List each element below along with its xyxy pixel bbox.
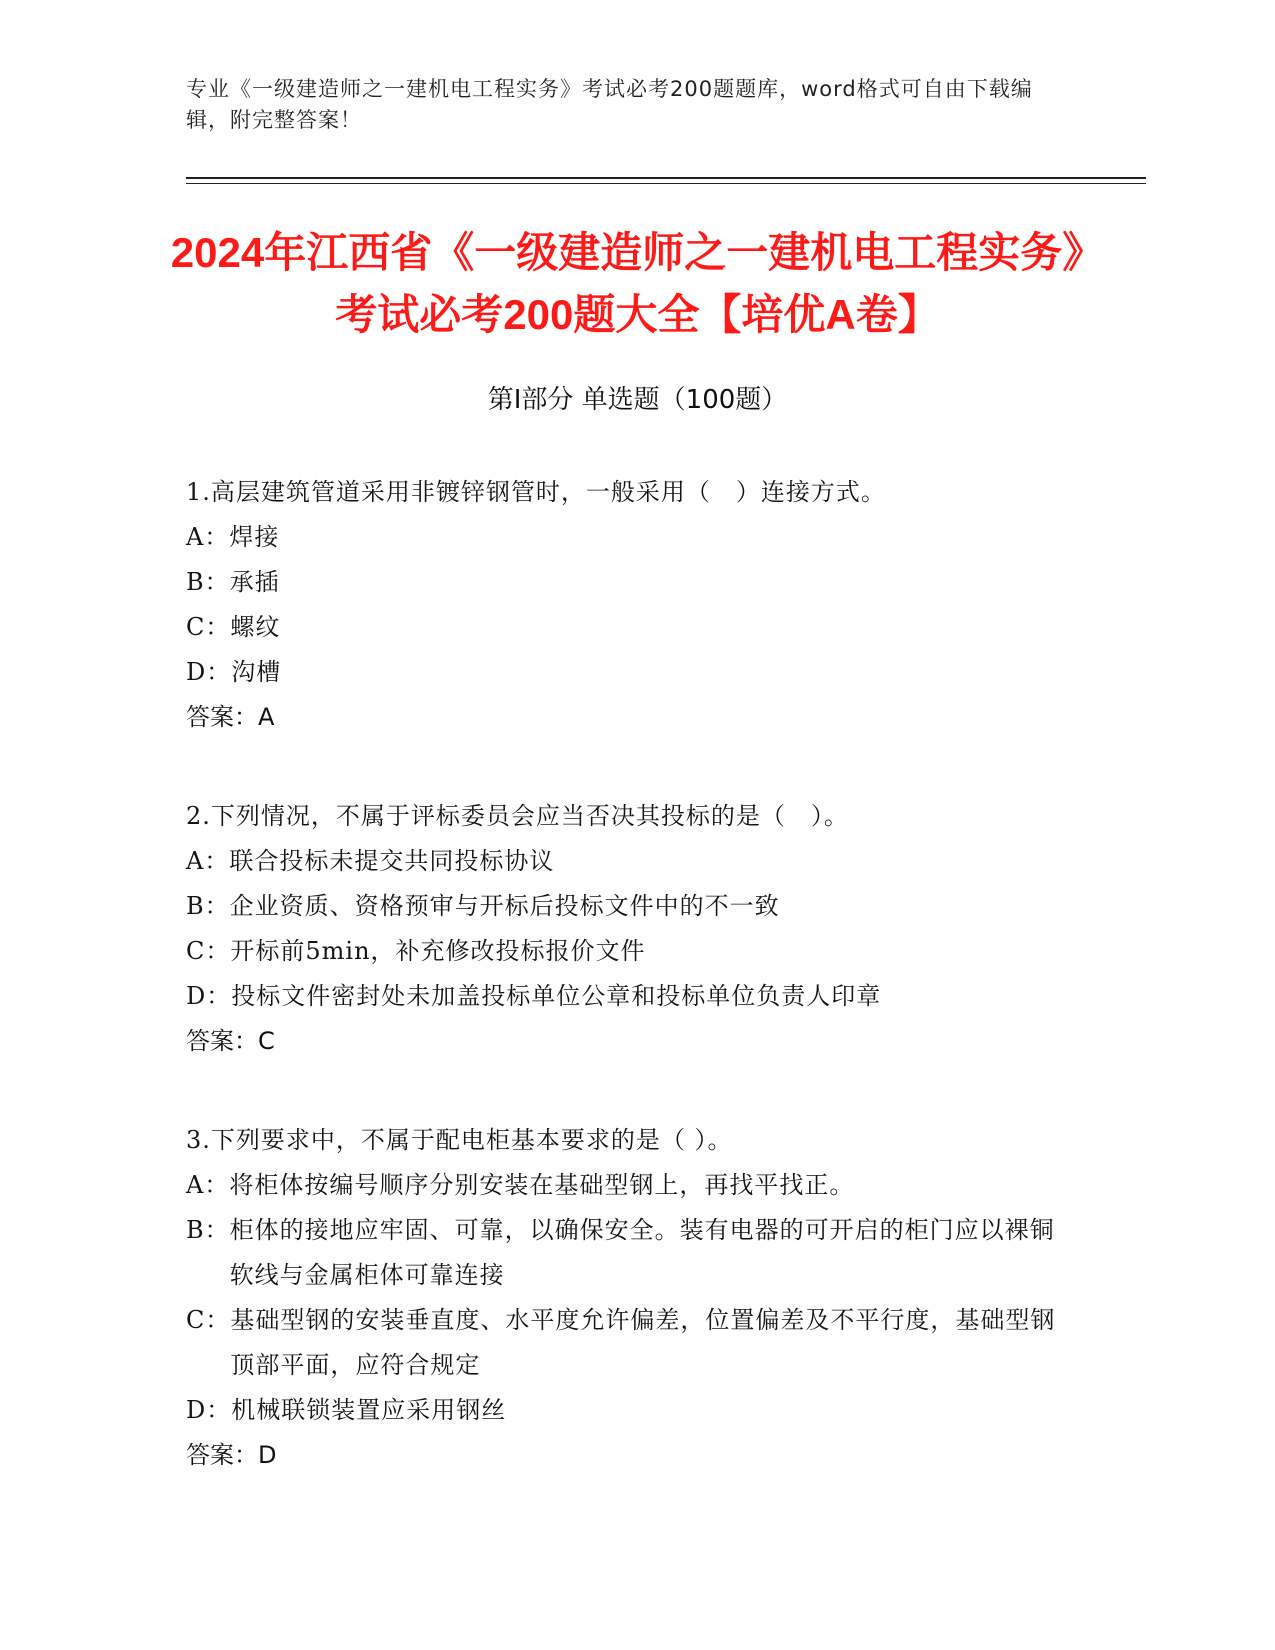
question-stem: 2.下列情况，不属于评标委员会应当否决其投标的是（ ）。: [186, 802, 849, 830]
question-2: [186, 794, 1066, 1064]
question-stem: 3.下列要求中，不属于配电柜基本要求的是（ ）。: [186, 1126, 733, 1154]
question-3: [186, 1118, 1066, 1478]
option-text: 螺纹: [230, 613, 281, 641]
option-b: [186, 884, 1066, 929]
option-key: B：: [186, 568, 230, 596]
option-key: D：: [186, 658, 232, 686]
option-key: D：: [186, 982, 232, 1010]
option-text: 焊接: [229, 523, 280, 551]
header-divider-thin: [186, 183, 1146, 184]
option-key: D：: [186, 1396, 232, 1424]
option-key: A：: [186, 1171, 230, 1199]
option-key: B：: [186, 892, 230, 920]
option-text: 企业资质、资格预审与开标后投标文件中的不一致: [229, 892, 780, 920]
option-text: 投标文件密封处未加盖投标单位公章和投标单位负责人印章: [231, 982, 882, 1010]
option-text: 联合投标未提交共同投标协议: [229, 847, 555, 875]
answer-line: 答案：C: [186, 1027, 275, 1055]
option-key: C：: [186, 613, 231, 641]
option-d: [186, 650, 1066, 695]
option-text: 基础型钢的安装垂直度、水平度允许偏差，位置偏差及不平行度，基础型钢顶部平面，应符合规定: [230, 1306, 1056, 1379]
option-a: [186, 839, 1066, 884]
option-key: A：: [186, 523, 230, 551]
option-c: [186, 929, 1066, 974]
header-divider-thick: [186, 177, 1146, 179]
answer-line: 答案：A: [186, 703, 275, 731]
option-c: [186, 605, 1066, 650]
option-key: C：: [186, 937, 231, 965]
question-list: [186, 470, 1066, 1532]
option-d: [186, 1388, 1066, 1433]
section-heading: 第I部分 单选题（100题）: [487, 385, 788, 415]
option-key: B：: [186, 1216, 230, 1244]
question-stem: 1.高层建筑管道采用非镀锌钢管时，一般采用（ ）连接方式。: [186, 478, 886, 506]
option-text: 机械联锁装置应采用钢丝: [231, 1396, 507, 1424]
option-b: [186, 1208, 1066, 1298]
option-d: [186, 974, 1066, 1019]
option-text: 沟槽: [231, 658, 282, 686]
option-text: 开标前5min，补充修改投标报价文件: [230, 937, 646, 965]
option-key: C：: [186, 1306, 231, 1334]
option-key: A：: [186, 847, 230, 875]
option-c: [186, 1298, 1066, 1388]
header-note: 专业《一级建造师之一建机电工程实务》考试必考200题题库，word格式可自由下载编辑，附完整答案！: [186, 77, 1033, 132]
option-text: 将柜体按编号顺序分别安装在基础型钢上，再找平找正。: [229, 1171, 855, 1199]
question-1: [186, 470, 1066, 740]
option-text: 柜体的接地应牢固、可靠，以确保安全。装有电器的可开启的柜门应以裸铜软线与金属柜体可靠连接: [229, 1216, 1055, 1289]
option-a: [186, 1163, 1066, 1208]
answer-line: 答案：D: [186, 1441, 277, 1469]
option-b: [186, 560, 1066, 605]
option-text: 承插: [229, 568, 280, 596]
document-title: 2024年江西省《一级建造师之一建机电工程实务》考试必考200题大全【培优A卷】: [170, 229, 1105, 338]
option-a: [186, 515, 1066, 560]
